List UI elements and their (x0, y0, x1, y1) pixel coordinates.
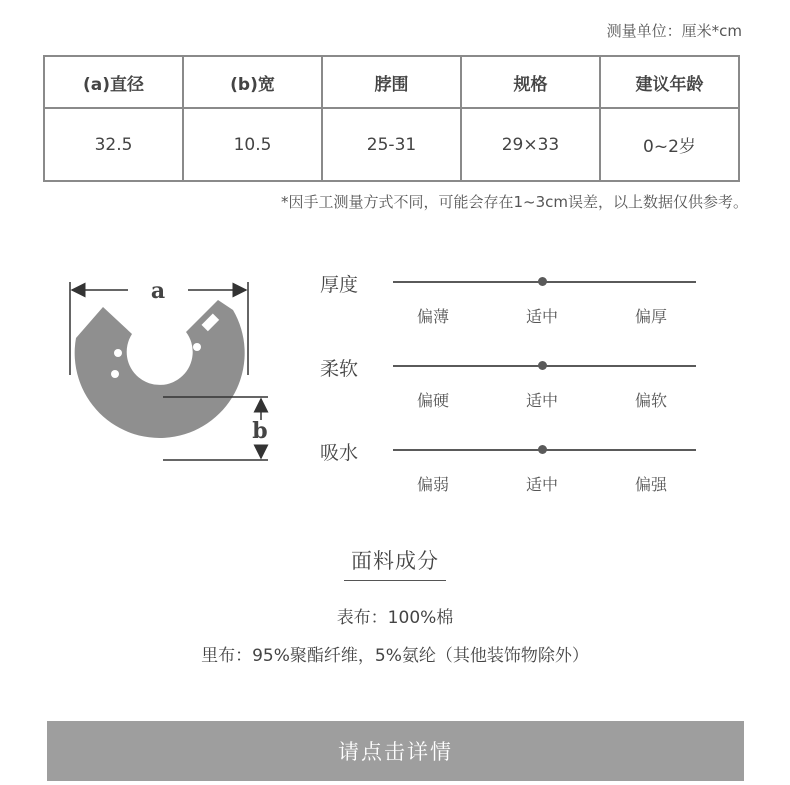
scale-absorbency-option-mid: 适中 (525, 475, 558, 494)
fabric-outer: 表布：100%棉 (336, 608, 454, 628)
scale-softness-label: 柔软 (320, 358, 359, 380)
scale-thickness-option-mid: 适中 (525, 307, 558, 326)
scale-absorbency-option-low: 偏弱 (416, 475, 449, 494)
snap-hole-3 (193, 343, 201, 351)
fabric-lining: 里布：95%聚酯纤维，5%氨纶（其他装饰物除外） (201, 646, 589, 666)
size-table-value-row (44, 108, 739, 181)
scale-softness-option-high: 偏软 (634, 391, 667, 410)
scale-absorbency-marker (538, 445, 547, 454)
value-age: 0~2岁 (600, 108, 739, 181)
dimension-b-label: b (252, 418, 268, 444)
fabric-section-title: 面料成分 (351, 549, 439, 573)
scale-thickness-marker (538, 277, 547, 286)
scale-thickness-label: 厚度 (320, 274, 359, 296)
details-button[interactable]: 请点击详情 (47, 721, 744, 781)
measurement-note: *因手工测量方式不同，可能会存在1~3cm误差，以上数据仅供参考。 (280, 193, 748, 211)
value-size: 29×33 (461, 108, 600, 181)
value-width: 10.5 (183, 108, 322, 181)
size-table (43, 55, 740, 182)
size-table-header-row (44, 56, 739, 108)
bib-diagram (58, 270, 278, 470)
scale-thickness-option-low: 偏薄 (416, 307, 449, 326)
header-width: (b)宽 (183, 56, 322, 108)
dimension-a-label: a (150, 278, 166, 304)
scale-thickness-option-high: 偏厚 (634, 307, 667, 326)
snap-hole-2 (111, 370, 119, 378)
scale-softness-option-mid: 适中 (525, 391, 558, 410)
header-neck: 脖围 (322, 56, 461, 108)
scale-absorbency-option-high: 偏强 (634, 475, 667, 494)
value-neck: 25-31 (322, 108, 461, 181)
bib-shape (75, 300, 245, 438)
header-age: 建议年龄 (600, 56, 739, 108)
header-diameter: (a)直径 (44, 56, 183, 108)
header-size: 规格 (461, 56, 600, 108)
value-diameter: 32.5 (44, 108, 183, 181)
scale-softness-option-low: 偏硬 (416, 391, 449, 410)
snap-hole-1 (114, 349, 122, 357)
scale-softness-marker (538, 361, 547, 370)
unit-note: 测量单位：厘米*cm (606, 22, 742, 40)
fabric-title-underline (344, 580, 446, 581)
scale-absorbency-label: 吸水 (320, 442, 359, 464)
